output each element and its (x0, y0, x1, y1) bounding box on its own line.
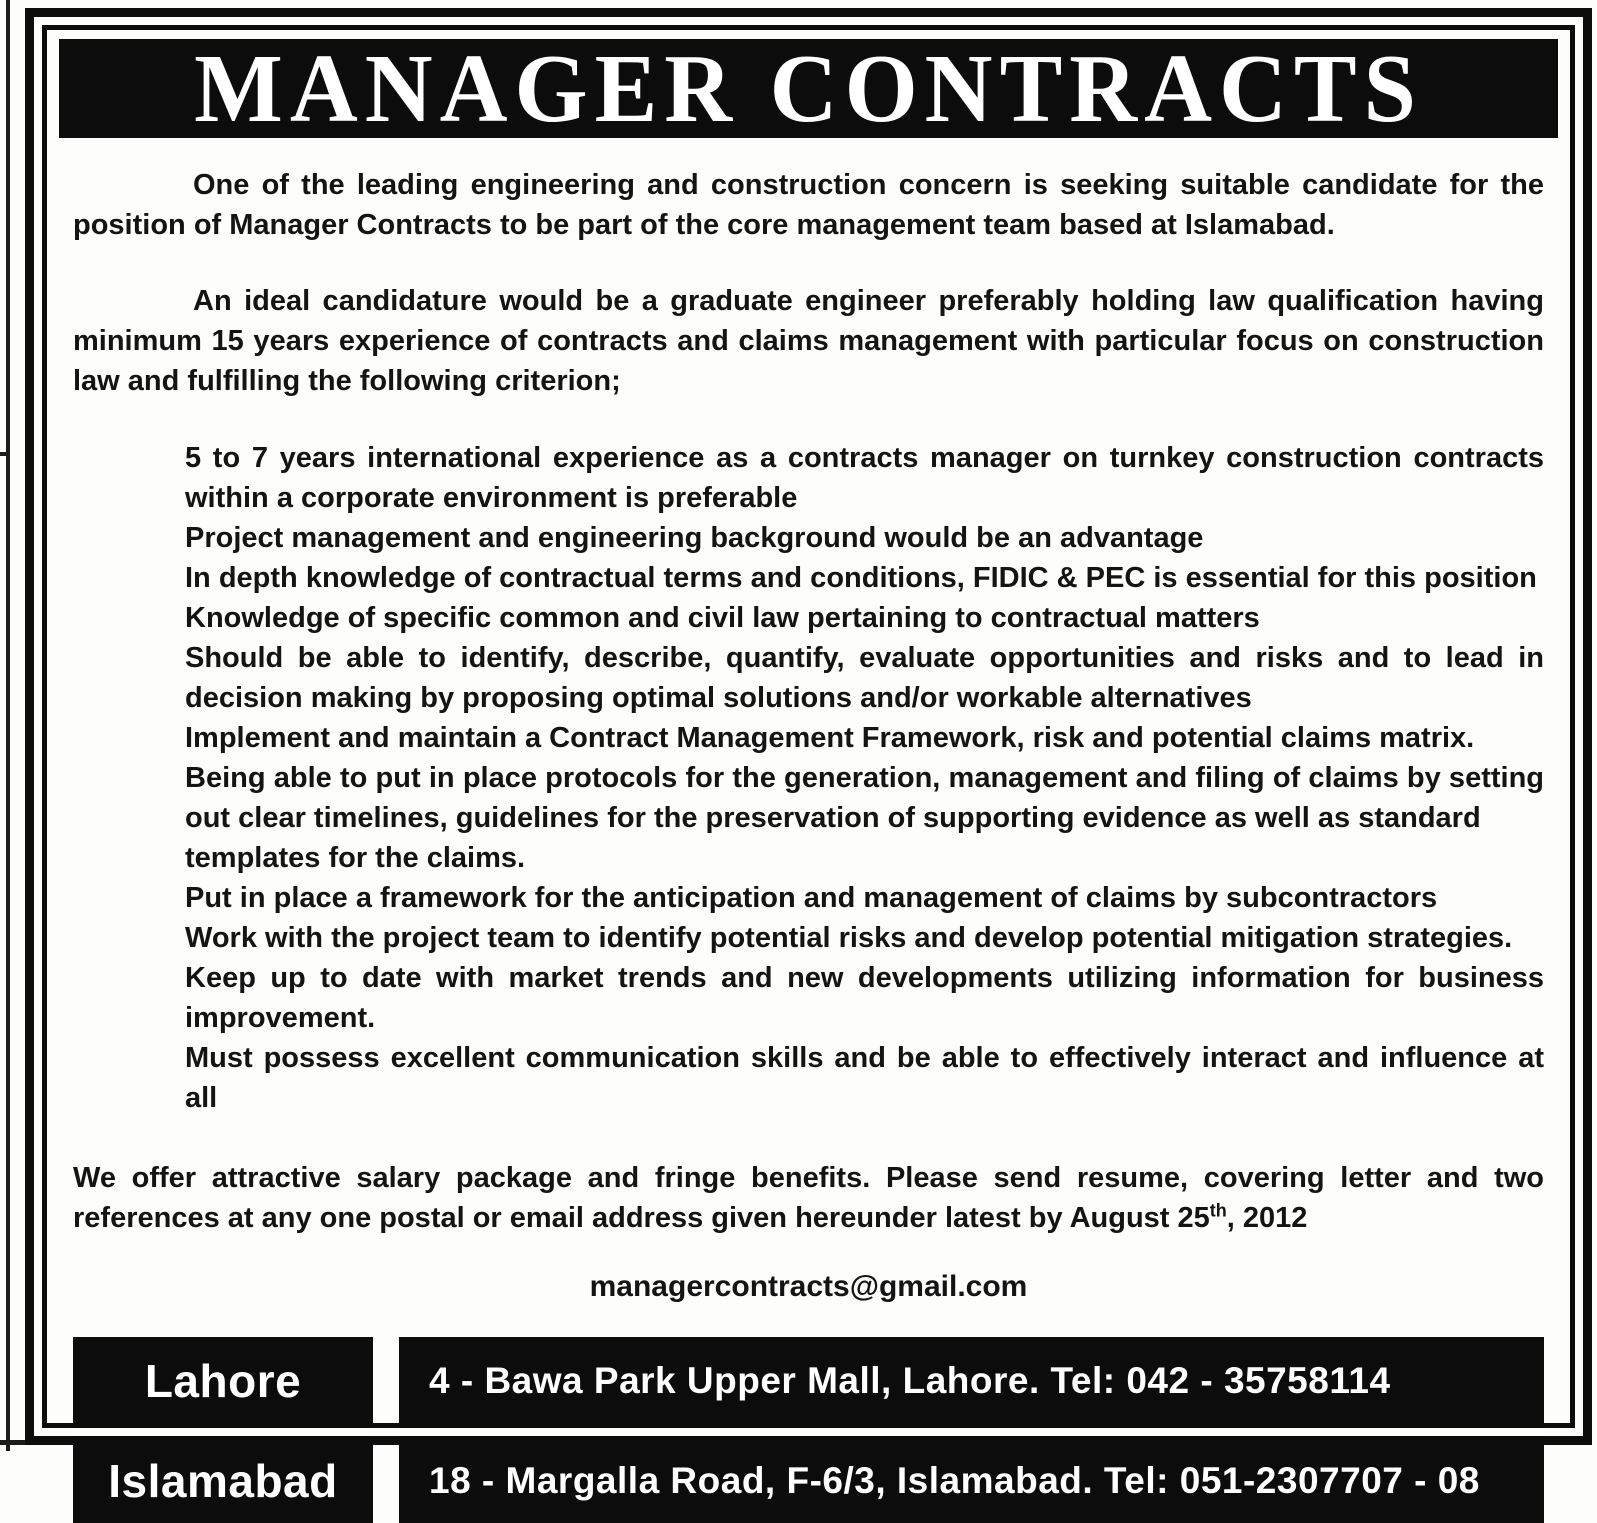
square-bullet-icon (73, 838, 185, 851)
square-bullet-icon (73, 438, 185, 451)
city-label: Islamabad (73, 1439, 373, 1523)
square-bullet-icon (73, 758, 185, 771)
list-item-unbulleted: Put in place a framework for the anticipation and management of claims by subcontractors (73, 878, 1544, 918)
square-bullet-icon (73, 638, 185, 651)
location-row-islamabad (73, 1439, 1544, 1523)
square-bullet-icon (73, 558, 185, 571)
intro-paragraph-2: An ideal candidature would be a graduate engineer preferably holding law qualification having minimum 15 years experience of contracts and claims management with particular focus on construction law and fulfilling the following criterion; (73, 285, 1544, 397)
square-bullet-icon (73, 518, 185, 531)
list-item: Implement and maintain a Contract Management Framework, risk and potential claims matrix. (73, 718, 1544, 758)
list-item: 5 to 7 years international experience as a contracts manager on turnkey construction contracts within a corporate environment is preferable (73, 438, 1544, 518)
list-item: Project management and engineering background would be an advantage (73, 518, 1544, 558)
office-locations (73, 1337, 1544, 1523)
column-rule-tick (0, 1440, 26, 1445)
hidden-bullet-spacer (73, 878, 185, 891)
contact-email: managercontracts@gmail.com (589, 1270, 1028, 1303)
job-ad-frame (25, 8, 1592, 1507)
date-superscript: th (1209, 1200, 1227, 1221)
square-bullet-icon (73, 718, 185, 731)
list-item: Knowledge of specific common and civil law pertaining to contractual matters (73, 598, 1544, 638)
criteria-list (73, 438, 1544, 1118)
list-item: Being able to put in place protocols for the generation, management and filing of claims by setting out clear timelines, guidelines for the preservation of supporting evidence as well as standard (73, 758, 1544, 838)
square-bullet-icon (73, 1038, 185, 1051)
city-address: 4 - Bawa Park Upper Mall, Lahore. Tel: 042 - 35758114 (399, 1337, 1544, 1425)
square-bullet-icon (73, 918, 185, 931)
job-ad-inner-frame (42, 25, 1575, 1507)
closing-paragraph: We offer attractive salary package and fringe benefits. Please send resume, covering letter and two references at any one postal or email address given hereunder latest by August 25th, 2012 (73, 1162, 1544, 1234)
newspaper-column-rule (6, 0, 10, 1451)
location-row-lahore (73, 1337, 1544, 1425)
list-item: Must possess excellent communication skills and be able to effectively interact and influence at all (73, 1038, 1544, 1118)
city-label: Lahore (73, 1337, 373, 1425)
ad-title-bar (59, 39, 1558, 138)
list-item: Keep up to date with market trends and new developments utilizing information for business improvement. (73, 958, 1544, 1038)
square-bullet-icon (73, 598, 185, 611)
list-item: templates for the claims. (73, 838, 1544, 878)
square-bullet-icon (73, 958, 185, 971)
ad-body (59, 165, 1558, 1523)
city-address: 18 - Margalla Road, F-6/3, Islamabad. Tel: 051-2307707 - 08 (399, 1439, 1544, 1523)
list-item: Should be able to identify, describe, quantify, evaluate opportunities and risks and to lead in decision making by proposing optimal solutions and/or workable alternatives (73, 638, 1544, 718)
intro-paragraph-1: One of the leading engineering and construction concern is seeking suitable candidate for the position of Manager Contracts to be part of the core management team based at Islamabad. (73, 169, 1544, 241)
ad-title: MANAGER CONTRACTS (194, 39, 1423, 138)
list-item: Work with the project team to identify potential risks and develop potential mitigation strategies. (73, 918, 1544, 958)
list-item: In depth knowledge of contractual terms and conditions, FIDIC & PEC is essential for this position (73, 558, 1544, 598)
column-rule-tick (0, 452, 9, 456)
